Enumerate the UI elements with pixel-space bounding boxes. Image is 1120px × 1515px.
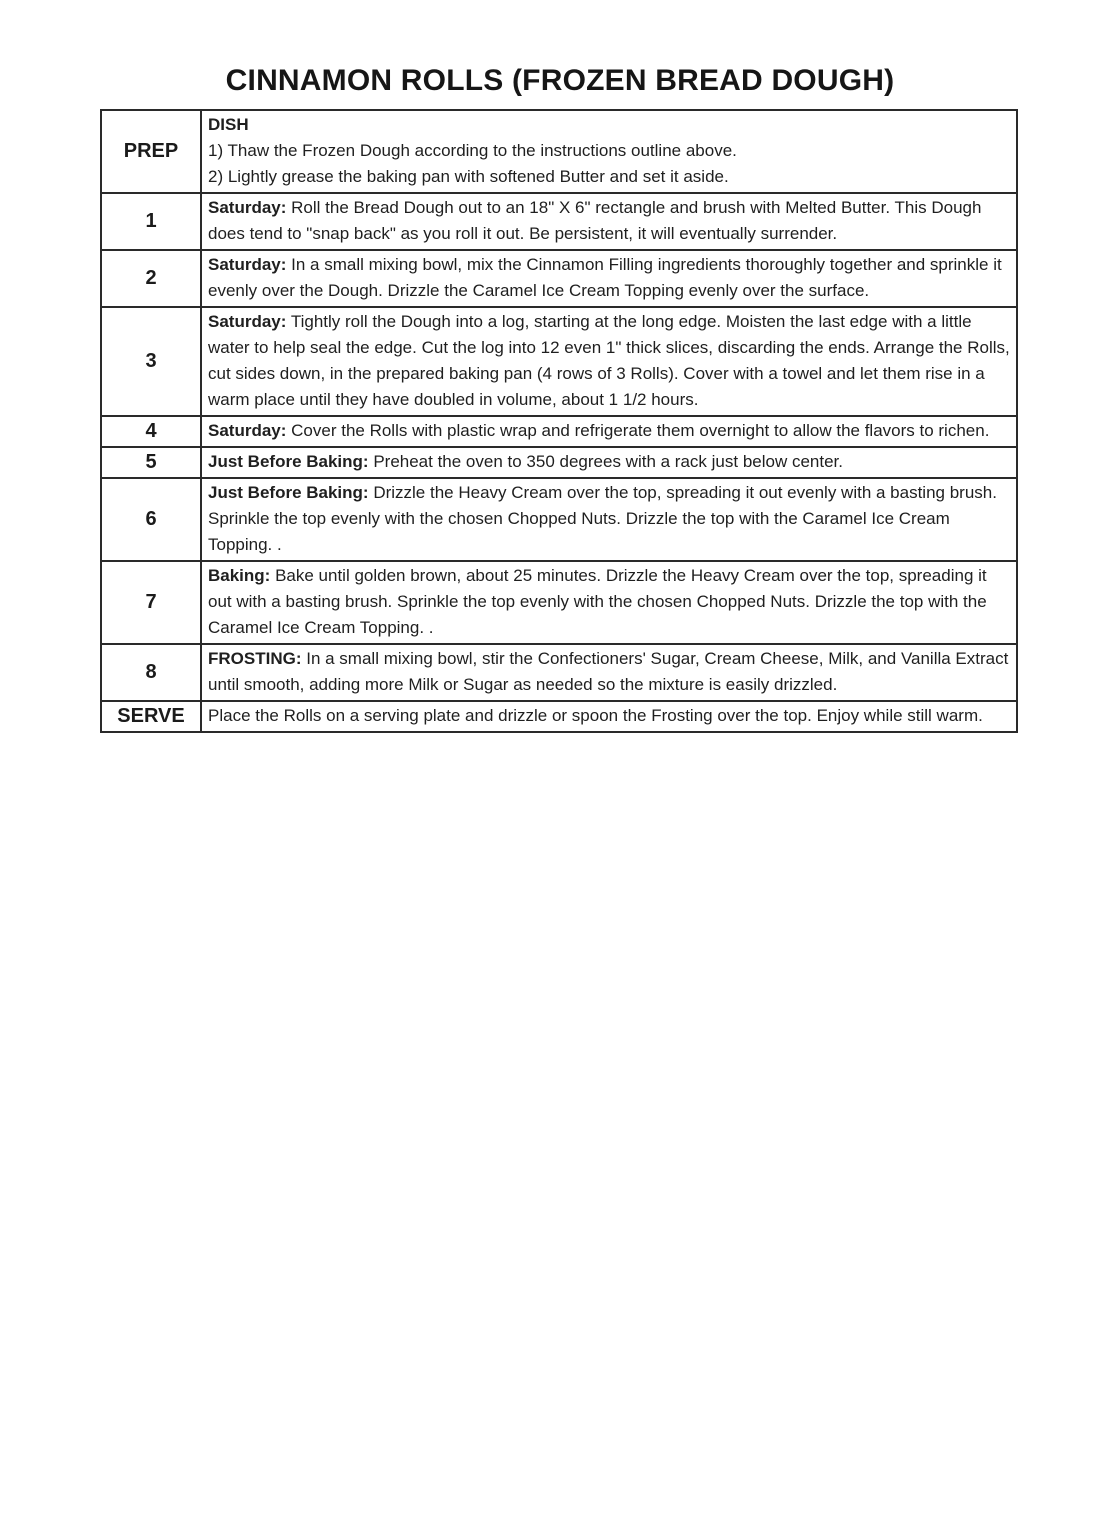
row-content: [201, 447, 1017, 478]
bold-prefix: DISH: [208, 115, 249, 134]
bold-prefix: FROSTING:: [208, 649, 302, 668]
row-content: [201, 250, 1017, 307]
recipe-table-body: [101, 110, 1017, 732]
bold-prefix: Just Before Baking:: [208, 452, 369, 471]
content-line: [208, 563, 1010, 641]
table-row: [101, 701, 1017, 732]
row-label: 7: [101, 561, 201, 644]
content-line: [208, 646, 1010, 698]
bold-prefix: Saturday:: [208, 421, 287, 440]
table-row: [101, 250, 1017, 307]
content-text: 1) Thaw the Frozen Dough according to the instructions outline above.: [208, 141, 737, 160]
content-line: [208, 164, 1010, 190]
bold-prefix: Just Before Baking:: [208, 483, 369, 502]
bold-prefix: Saturday:: [208, 312, 287, 331]
content-line: [208, 195, 1010, 247]
row-content: [201, 478, 1017, 561]
bold-prefix: Baking:: [208, 566, 271, 585]
row-label: 4: [101, 416, 201, 447]
row-label: SERVE: [101, 701, 201, 732]
content-line: [208, 252, 1010, 304]
recipe-table: [100, 109, 1018, 733]
content-text: Cover the Rolls with plastic wrap and refrigerate them overnight to allow the flavors to richen.: [286, 421, 990, 440]
bold-prefix: Saturday:: [208, 198, 287, 217]
content-line: [208, 418, 1010, 444]
content-text: Preheat the oven to 350 degrees with a rack just below center.: [368, 452, 843, 471]
recipe-title: CINNAMON ROLLS (FROZEN BREAD DOUGH): [225, 64, 895, 97]
row-content: [201, 193, 1017, 250]
content-line: [208, 112, 1010, 138]
table-row: [101, 644, 1017, 701]
row-label: 1: [101, 193, 201, 250]
row-content: [201, 644, 1017, 701]
content-text: Drizzle the Heavy Cream over the top, spreading it out evenly with a basting brush. Sprinkle the top evenly with the chosen Chopped Nuts. Drizzle the top with the Caramel Ice Cream Topping. .: [208, 483, 997, 554]
row-label: PREP: [101, 110, 201, 193]
content-text: Tightly roll the Dough into a log, starting at the long edge. Moisten the last edge with a little water to help seal the edge. Cut the log into 12 even 1" thick slices, discarding the ends. Arrange the Rolls, cut sides down, in the prepared baking pan (4 rows of 3 Rolls). Cover with a towel and let them rise in a warm place until they have doubled in volume, about 1 1/2 hours.: [208, 312, 1010, 409]
bold-prefix: Saturday:: [208, 255, 287, 274]
content-line: [208, 480, 1010, 558]
recipe-page: [0, 64, 1120, 733]
content-line: [208, 309, 1010, 413]
table-row: [101, 561, 1017, 644]
content-line: [208, 449, 1010, 475]
row-label: 3: [101, 307, 201, 416]
content-line: [208, 138, 1010, 164]
content-text: Place the Rolls on a serving plate and drizzle or spoon the Frosting over the top. Enjoy while still warm.: [208, 706, 983, 725]
content-text: Bake until golden brown, about 25 minutes. Drizzle the Heavy Cream over the top, spreading it out with a basting brush. Sprinkle the top evenly with the chosen Chopped Nuts. Drizzle the top with the Caramel Ice Cream Topping. .: [208, 566, 987, 637]
row-content: [201, 307, 1017, 416]
row-content: [201, 110, 1017, 193]
content-text: In a small mixing bowl, mix the Cinnamon Filling ingredients thoroughly together and sprinkle it evenly over the Dough. Drizzle the Caramel Ice Cream Topping evenly over the surface.: [208, 255, 1002, 300]
table-row: [101, 447, 1017, 478]
row-content: [201, 701, 1017, 732]
table-row: [101, 307, 1017, 416]
row-content: [201, 416, 1017, 447]
content-text: Roll the Bread Dough out to an 18" X 6" rectangle and brush with Melted Butter. This Dough does tend to "snap back" as you roll it out. Be persistent, it will eventually surrender.: [208, 198, 982, 243]
table-row: [101, 416, 1017, 447]
content-text: In a small mixing bowl, stir the Confectioners' Sugar, Cream Cheese, Milk, and Vanilla Extract until smooth, adding more Milk or Sugar as needed so the mixture is easily drizzled.: [208, 649, 1009, 694]
row-content: [201, 561, 1017, 644]
content-line: [208, 703, 1010, 729]
table-row: [101, 478, 1017, 561]
content-text: 2) Lightly grease the baking pan with softened Butter and set it aside.: [208, 167, 729, 186]
row-label: 6: [101, 478, 201, 561]
table-row: [101, 110, 1017, 193]
row-label: 8: [101, 644, 201, 701]
row-label: 5: [101, 447, 201, 478]
table-row: [101, 193, 1017, 250]
row-label: 2: [101, 250, 201, 307]
